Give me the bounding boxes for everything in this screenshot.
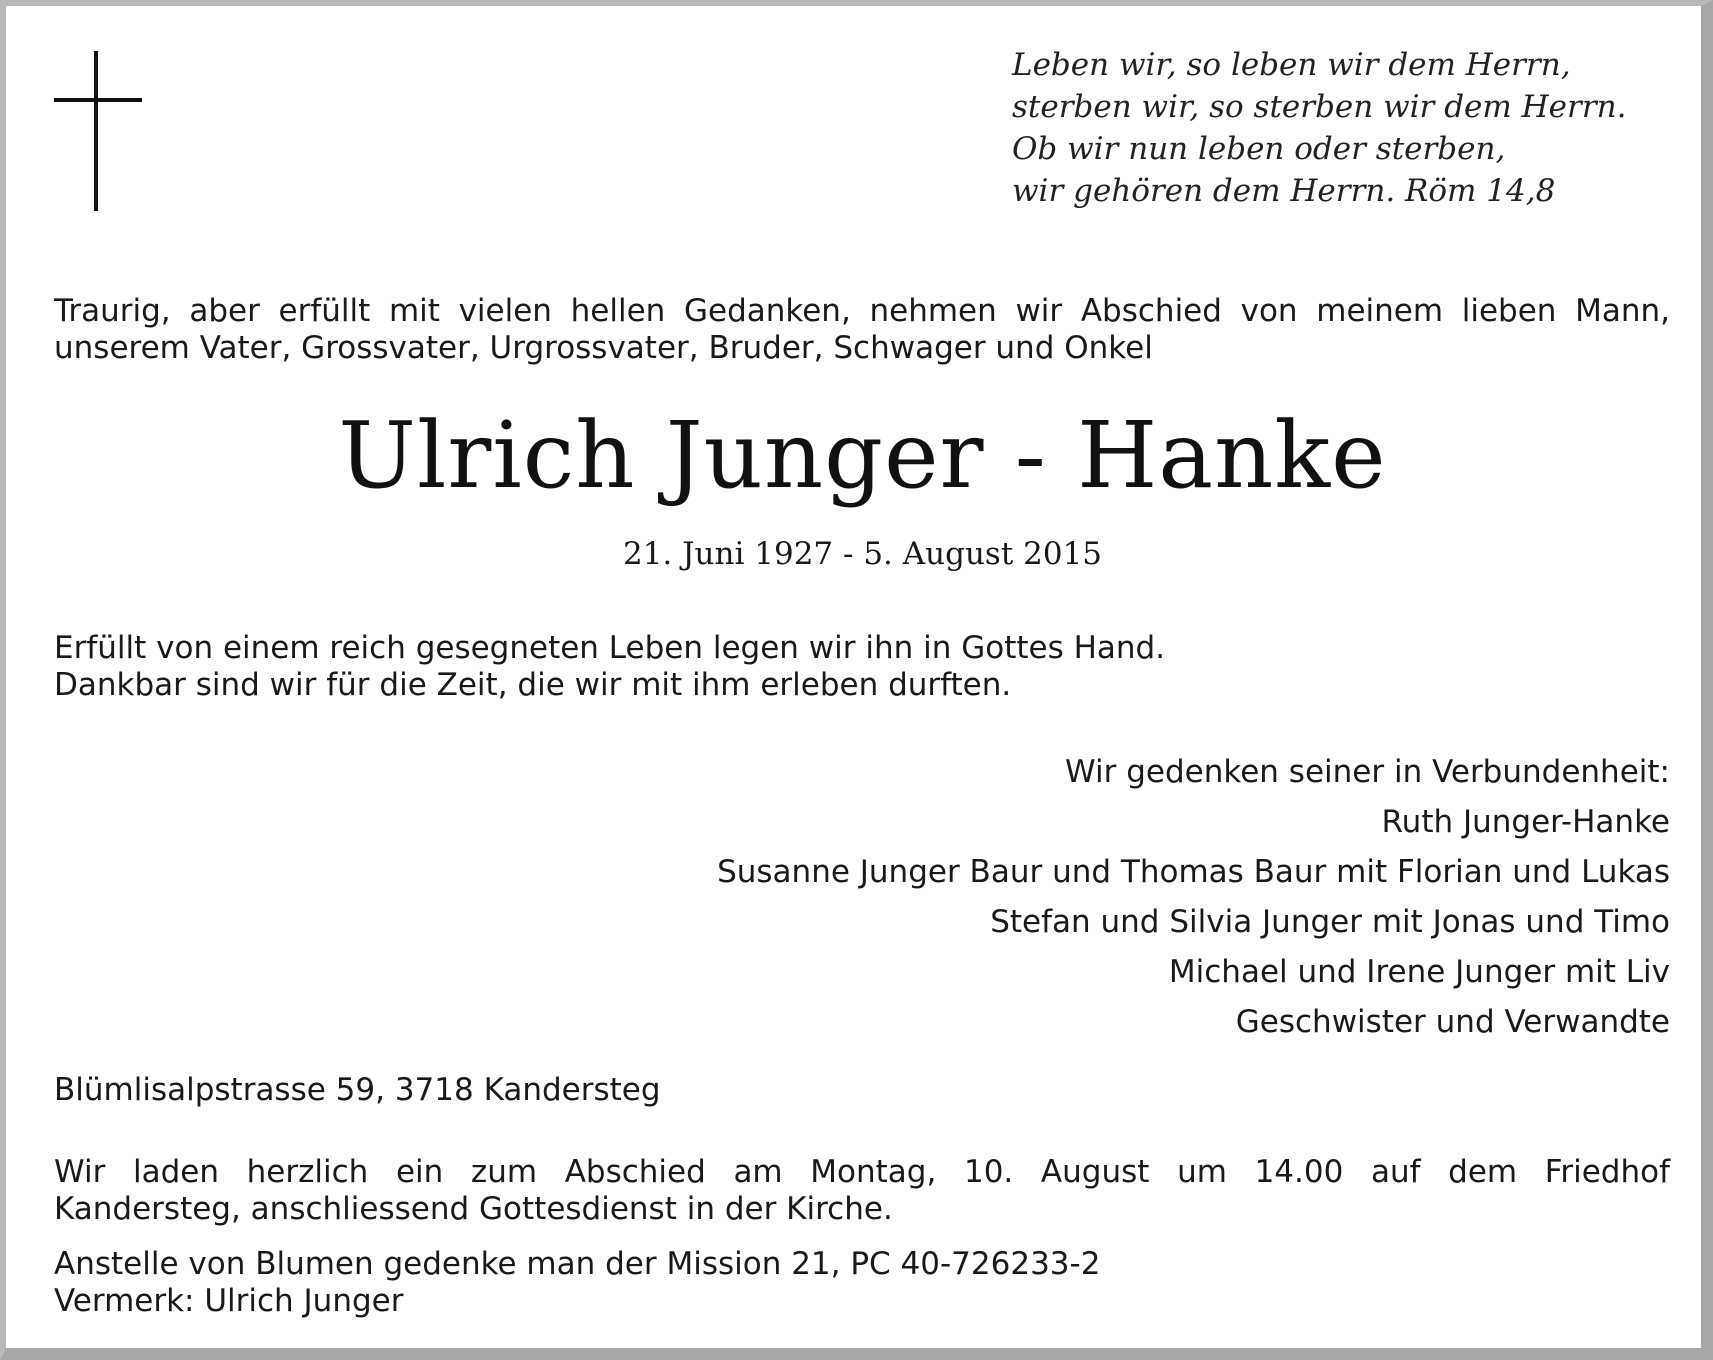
address: Blümlisalpstrasse 59, 3718 Kandersteg <box>54 1072 661 1108</box>
intro-line: Traurig, aber erfüllt mit vielen hellen Gedanken, nehmen wir Abschied von meinem lieben Mann, <box>54 293 1670 329</box>
cross-vertical-bar <box>94 51 98 211</box>
verse-line: Leben wir, so leben wir dem Herrn, <box>1012 47 1571 83</box>
mourner-name: Susanne Junger Baur und Thomas Baur mit Florian und Lukas <box>717 854 1670 890</box>
verse-line: sterben wir, so sterben wir dem Herrn. <box>1012 89 1627 125</box>
deceased-name: Ulrich Junger - Hanke <box>338 402 1387 509</box>
invitation-paragraph <box>54 1154 1670 1228</box>
mourners-heading: Wir gedenken seiner in Verbundenheit: <box>1065 754 1670 790</box>
cross-horizontal-bar <box>54 98 142 102</box>
mourner-name: Michael und Irene Junger mit Liv <box>1168 954 1670 990</box>
mourner-name: Stefan und Silvia Junger mit Jonas und Timo <box>990 904 1670 940</box>
blessing-paragraph <box>54 630 1670 704</box>
invitation-line: Kandersteg, anschliessend Gottesdienst in der Kirche. <box>54 1191 893 1227</box>
life-dates: 21. Juni 1927 - 5. August 2015 <box>622 536 1103 572</box>
bible-verse <box>1012 44 1632 212</box>
invitation-line: Wir laden herzlich ein zum Abschied am Montag, 10. August um 14.00 auf dem Friedhof <box>54 1154 1670 1190</box>
intro-line: unserem Vater, Grossvater, Urgrossvater, Bruder, Schwager und Onkel <box>54 330 1153 366</box>
mourner-name: Ruth Junger-Hanke <box>1381 804 1670 840</box>
donation-line: Vermerk: Ulrich Junger <box>54 1283 404 1319</box>
intro-paragraph <box>54 293 1670 367</box>
mourners-list <box>54 747 1670 1047</box>
blessing-line: Erfüllt von einem reich gesegneten Leben legen wir ihn in Gottes Hand. <box>54 630 1166 666</box>
donation-line: Anstelle von Blumen gedenke man der Mission 21, PC 40-726233-2 <box>54 1246 1101 1282</box>
blessing-line: Dankbar sind wir für die Zeit, die wir mit ihm erleben durften. <box>54 667 1012 703</box>
mourner-name: Geschwister und Verwandte <box>1235 1004 1670 1040</box>
cross-icon <box>54 51 142 211</box>
verse-line: Ob wir nun leben oder sterben, <box>1012 131 1506 167</box>
donation-paragraph <box>54 1246 1670 1320</box>
verse-line: wir gehören dem Herrn. Röm 14,8 <box>1012 173 1556 209</box>
